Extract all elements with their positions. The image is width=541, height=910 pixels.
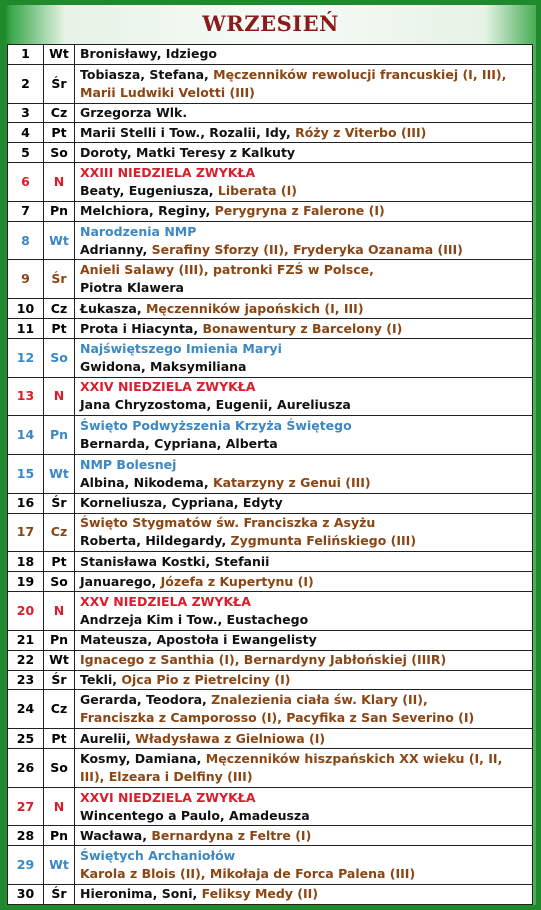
name-days: Łukasza,: [80, 300, 146, 316]
franciscan-saints: Anieli Salawy (III), patronki FZŚ w Polsce,: [80, 262, 374, 278]
name-days: Wacława,: [80, 827, 152, 843]
day-number: 15: [8, 455, 44, 494]
name-days: Beaty, Eugeniusza,: [80, 183, 218, 199]
day-names: [75, 64, 533, 103]
day-names: [75, 416, 533, 455]
day-of-week: Cz: [44, 513, 75, 552]
day-row: [8, 884, 533, 904]
day-names: [75, 221, 533, 260]
day-of-week: N: [44, 787, 75, 826]
day-number: 10: [8, 299, 44, 319]
day-of-week: Wt: [44, 221, 75, 260]
name-days: Melchiora, Reginy,: [80, 203, 215, 219]
names-line: [80, 300, 527, 318]
franciscan-saints: Znalezienia ciała św. Klary (II),: [211, 692, 428, 708]
day-row: [8, 493, 533, 513]
day-of-week: Pn: [44, 416, 75, 455]
day-names: [75, 572, 533, 592]
day-number: 27: [8, 787, 44, 826]
day-row: [8, 163, 533, 202]
day-names: [75, 123, 533, 143]
liturgical-feast: Świętych Archaniołów: [80, 848, 236, 864]
names-line: [80, 456, 527, 474]
day-names: [75, 338, 533, 377]
day-row: [8, 201, 533, 221]
name-days: Stanisława Kostki, Stefanii: [80, 553, 270, 569]
day-names: [75, 103, 533, 123]
names-line: [80, 435, 527, 453]
names-line: [80, 865, 527, 883]
name-days: Korneliusza, Cypriana, Edyty: [80, 495, 283, 511]
names-line: [80, 573, 527, 591]
day-number: 3: [8, 103, 44, 123]
day-of-week: Cz: [44, 103, 75, 123]
day-number: 6: [8, 163, 44, 202]
day-names: [75, 826, 533, 846]
franciscan-saints: Marii Ludwiki Velotti (III): [80, 84, 255, 100]
day-number: 14: [8, 416, 44, 455]
names-line: [80, 651, 527, 669]
day-of-week: So: [44, 748, 75, 787]
day-of-week: Wt: [44, 455, 75, 494]
day-names: [75, 201, 533, 221]
day-number: 7: [8, 201, 44, 221]
name-days: Hieronima, Soni,: [80, 886, 202, 902]
day-number: 24: [8, 690, 44, 729]
names-line: [80, 750, 527, 768]
day-of-week: Śr: [44, 64, 75, 103]
day-names: [75, 143, 533, 163]
names-line: [80, 182, 527, 200]
franciscan-saints: Serafiny Sforzy (II), Fryderyka Ozanama (III): [151, 241, 463, 257]
calendar-body: [8, 45, 533, 905]
day-number: 8: [8, 221, 44, 260]
day-names: [75, 45, 533, 65]
liturgical-feast: XXIII NIEDZIELA ZWYKŁA: [80, 165, 256, 181]
names-line: [80, 593, 527, 611]
day-of-week: Pn: [44, 630, 75, 650]
day-number: 5: [8, 143, 44, 163]
day-of-week: N: [44, 592, 75, 631]
day-names: [75, 163, 533, 202]
day-row: [8, 552, 533, 572]
names-line: [80, 84, 527, 102]
name-days: Tekli,: [80, 671, 122, 687]
names-line: [80, 789, 527, 807]
day-row: [8, 826, 533, 846]
day-of-week: Pt: [44, 319, 75, 339]
day-names: [75, 729, 533, 749]
day-number: 11: [8, 319, 44, 339]
names-line: [80, 320, 527, 338]
names-line: [80, 847, 527, 865]
name-days: Wincentego a Paulo, Amadeusza: [80, 807, 310, 823]
names-line: [80, 709, 527, 727]
name-days: Bronisławy, Idziego: [80, 46, 217, 62]
day-row: [8, 650, 533, 670]
name-days: Kosmy, Damiana,: [80, 750, 206, 766]
franciscan-saints: Męczenników japońskich (I, III): [145, 300, 364, 316]
names-line: [80, 671, 527, 689]
day-number: 25: [8, 729, 44, 749]
day-names: [75, 319, 533, 339]
names-line: [80, 223, 527, 241]
day-names: [75, 299, 533, 319]
day-number: 17: [8, 513, 44, 552]
day-number: 29: [8, 846, 44, 885]
names-line: [80, 768, 527, 786]
day-row: [8, 455, 533, 494]
day-row: [8, 513, 533, 552]
day-row: [8, 690, 533, 729]
day-of-week: Śr: [44, 493, 75, 513]
day-number: 22: [8, 650, 44, 670]
day-number: 19: [8, 572, 44, 592]
day-number: 13: [8, 377, 44, 416]
name-days: Jana Chryzostoma, Eugenii, Aureliusza: [80, 397, 351, 413]
name-days: Gerarda, Teodora,: [80, 692, 212, 708]
franciscan-saints: Święto Stygmatów św. Franciszka z Asyżu: [80, 515, 376, 531]
liturgical-feast: Najświętszego Imienia Maryi: [80, 340, 282, 356]
names-line: [80, 494, 527, 512]
franciscan-saints: Ignacego z Santhia (I), Bernardyny Jabłońskiej (IIIR): [80, 652, 447, 668]
day-names: [75, 846, 533, 885]
day-row: [8, 592, 533, 631]
name-days: Gwidona, Maksymiliana: [80, 358, 247, 374]
day-of-week: Śr: [44, 670, 75, 690]
liturgical-feast: XXV NIEDZIELA ZWYKŁA: [80, 593, 251, 609]
names-line: [80, 885, 527, 903]
day-of-week: N: [44, 163, 75, 202]
franciscan-saints: Feliksy Medy (II): [201, 886, 319, 902]
day-row: [8, 630, 533, 650]
day-number: 21: [8, 630, 44, 650]
day-names: [75, 630, 533, 650]
day-of-week: Wt: [44, 45, 75, 65]
franciscan-saints: Zygmunta Felińskiego (III): [230, 533, 417, 549]
liturgical-feast: XXIV NIEDZIELA ZWYKŁA: [80, 379, 256, 395]
day-of-week: Pt: [44, 123, 75, 143]
day-row: [8, 338, 533, 377]
day-row: [8, 377, 533, 416]
names-line: [80, 514, 527, 532]
name-days: Albina, Nikodema,: [80, 474, 213, 490]
name-days: Adrianny,: [80, 241, 152, 257]
name-days: Aurelii,: [80, 730, 136, 746]
day-names: [75, 690, 533, 729]
names-line: [80, 417, 527, 435]
day-names: [75, 787, 533, 826]
day-row: [8, 103, 533, 123]
names-line: [80, 827, 527, 845]
names-line: [80, 164, 527, 182]
day-of-week: Pt: [44, 552, 75, 572]
franciscan-saints: Bernardyna z Feltre (I): [151, 827, 312, 843]
day-names: [75, 748, 533, 787]
franciscan-saints: Róży z Viterbo (III): [295, 124, 427, 140]
franciscan-saints: III), Elzeara i Delfiny (III): [80, 768, 253, 784]
name-days: Marii Stelli i Tow., Rozalii, Idy,: [80, 124, 296, 140]
day-names: [75, 455, 533, 494]
day-names: [75, 884, 533, 904]
names-line: [80, 396, 527, 414]
day-number: 1: [8, 45, 44, 65]
day-of-week: Pt: [44, 729, 75, 749]
day-number: 12: [8, 338, 44, 377]
day-number: 16: [8, 493, 44, 513]
day-row: [8, 319, 533, 339]
name-days: Doroty, Matki Teresy z Kalkuty: [80, 144, 296, 160]
name-days: Mateusza, Apostoła i Ewangelisty: [80, 632, 317, 648]
names-line: [80, 45, 527, 63]
name-days: Prota i Hiacynta,: [80, 320, 203, 336]
day-row: [8, 572, 533, 592]
day-of-week: Cz: [44, 299, 75, 319]
names-line: [80, 144, 527, 162]
names-line: [80, 261, 527, 279]
franciscan-saints: Bonawentury z Barcelony (I): [202, 320, 403, 336]
names-line: [80, 807, 527, 825]
name-days: Roberta, Hildegardy,: [80, 533, 231, 549]
liturgical-feast: Święto Podwyższenia Krzyża Świętego: [80, 418, 352, 434]
franciscan-saints: Władysława z Gielniowa (I): [135, 730, 326, 746]
day-names: [75, 592, 533, 631]
day-of-week: Wt: [44, 846, 75, 885]
names-line: [80, 553, 527, 571]
names-line: [80, 104, 527, 122]
day-number: 20: [8, 592, 44, 631]
names-line: [80, 611, 527, 629]
day-names: [75, 513, 533, 552]
franciscan-saints: Ojca Pio z Pietrelciny (I): [121, 671, 291, 687]
name-days: Piotra Klawera: [80, 280, 184, 296]
liturgical-feast: NMP Bolesnej: [80, 456, 177, 472]
day-of-week: Pn: [44, 826, 75, 846]
day-of-week: Śr: [44, 260, 75, 299]
names-line: [80, 532, 527, 550]
franciscan-saints: Franciszka z Camporosso (I), Pacyfika z San Severino (I): [80, 710, 475, 726]
day-row: [8, 748, 533, 787]
day-number: 23: [8, 670, 44, 690]
name-days: Tobiasza, Stefana,: [80, 66, 214, 82]
day-row: [8, 416, 533, 455]
day-number: 9: [8, 260, 44, 299]
day-names: [75, 260, 533, 299]
name-days: Grzegorza Wlk.: [80, 105, 188, 121]
day-number: 26: [8, 748, 44, 787]
names-line: [80, 279, 527, 297]
day-of-week: Cz: [44, 690, 75, 729]
day-row: [8, 221, 533, 260]
day-of-week: N: [44, 377, 75, 416]
day-number: 4: [8, 123, 44, 143]
names-line: [80, 378, 527, 396]
day-number: 30: [8, 884, 44, 904]
day-number: 28: [8, 826, 44, 846]
franciscan-saints: Męczenników hiszpańskich XX wieku (I, II,: [205, 750, 503, 766]
day-number: 18: [8, 552, 44, 572]
franciscan-saints: Liberata (I): [217, 183, 298, 199]
franciscan-saints: Katarzyny z Genui (III): [212, 474, 371, 490]
names-line: [80, 474, 527, 492]
name-days: Andrzeja Kim i Tow., Eustachego: [80, 611, 309, 627]
names-line: [80, 340, 527, 358]
day-of-week: So: [44, 338, 75, 377]
day-of-week: Pn: [44, 201, 75, 221]
calendar-table: [7, 44, 533, 905]
day-names: [75, 650, 533, 670]
day-of-week: Śr: [44, 884, 75, 904]
day-row: [8, 787, 533, 826]
name-days: Januarego,: [80, 573, 161, 589]
name-days: Bernarda, Cypriana, Alberta: [80, 436, 278, 452]
day-row: [8, 260, 533, 299]
names-line: [80, 631, 527, 649]
day-row: [8, 64, 533, 103]
day-row: [8, 729, 533, 749]
day-names: [75, 377, 533, 416]
month-title: WRZESIEŃ: [202, 11, 339, 36]
day-of-week: So: [44, 572, 75, 592]
day-number: 2: [8, 64, 44, 103]
day-names: [75, 493, 533, 513]
day-row: [8, 143, 533, 163]
franciscan-saints: Karola z Blois (II), Mikołaja de Forca Palena (III): [80, 866, 416, 882]
franciscan-saints: Perygryna z Falerone (I): [214, 203, 385, 219]
day-row: [8, 846, 533, 885]
names-line: [80, 66, 527, 84]
day-row: [8, 45, 533, 65]
day-row: [8, 123, 533, 143]
franciscan-saints: Męczenników rewolucji francuskiej (I, III),: [213, 66, 507, 82]
day-names: [75, 670, 533, 690]
names-line: [80, 202, 527, 220]
day-of-week: So: [44, 143, 75, 163]
day-row: [8, 670, 533, 690]
liturgical-feast: XXVI NIEDZIELA ZWYKŁA: [80, 789, 256, 805]
names-line: [80, 124, 527, 142]
day-names: [75, 552, 533, 572]
names-line: [80, 730, 527, 748]
liturgical-feast: Narodzenia NMP: [80, 223, 197, 239]
names-line: [80, 241, 527, 259]
day-of-week: Wt: [44, 650, 75, 670]
franciscan-saints: Józefa z Kupertynu (I): [160, 573, 314, 589]
names-line: [80, 358, 527, 376]
day-row: [8, 299, 533, 319]
names-line: [80, 691, 527, 709]
